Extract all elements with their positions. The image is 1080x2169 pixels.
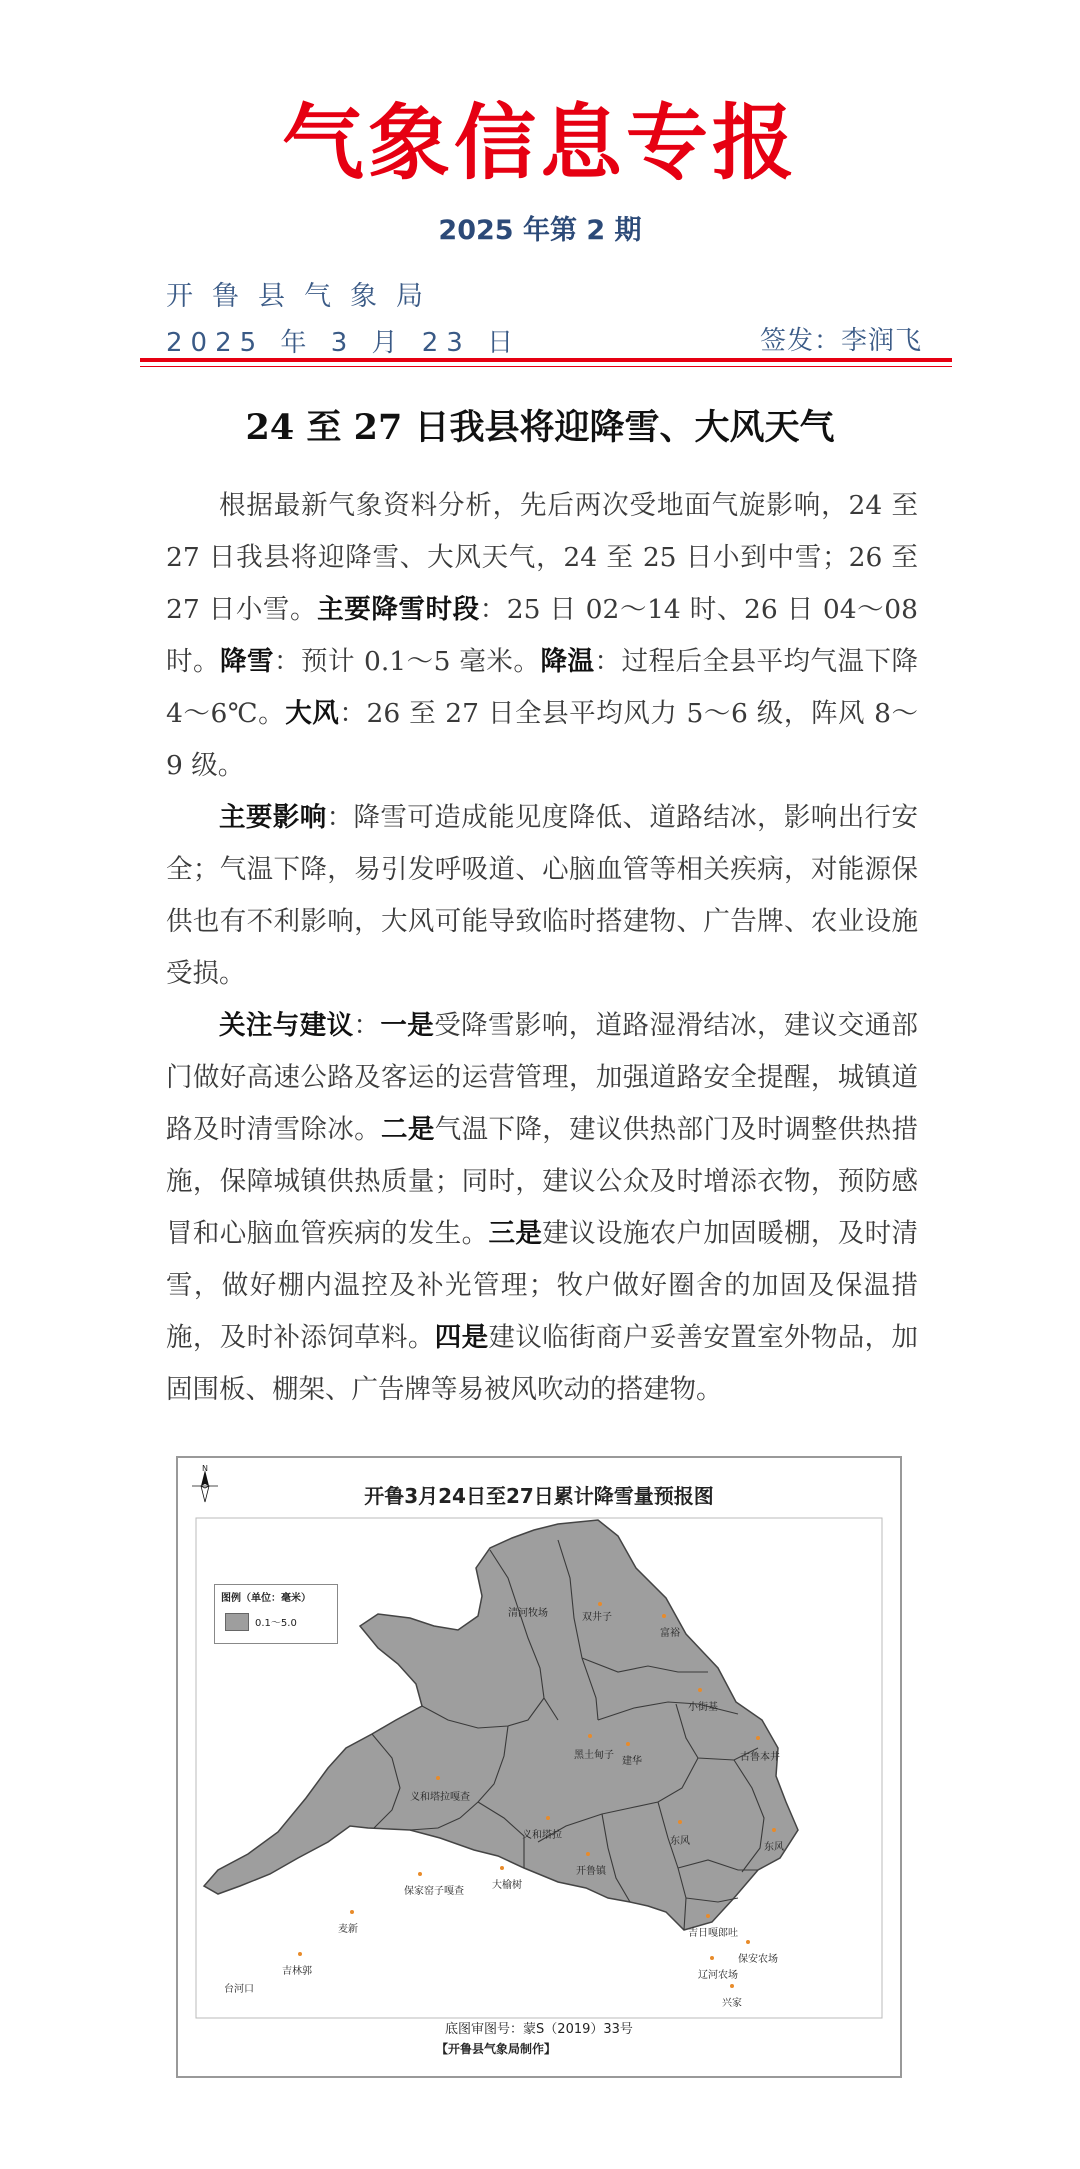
cooling-label: 降温 — [540, 646, 595, 677]
place-label: 黑土甸子 — [574, 1750, 614, 1761]
advice-four-label: 四是 — [434, 1322, 489, 1353]
place-label: 兴家 — [722, 1998, 742, 2009]
place-label: 东风 — [670, 1836, 690, 1847]
snowfall-forecast-map — [176, 1456, 902, 2078]
paragraph-forecast — [166, 480, 918, 792]
place-label: 台河口 — [224, 1984, 254, 1995]
snowfall-text: ：预计 0.1～5 毫米。 — [274, 646, 541, 677]
place-label: 保安农场 — [738, 1954, 778, 1965]
place-marker — [350, 1910, 354, 1914]
advice-two-text: 气温下降，建议供热部门及时调整供热措施，保障城镇供热质量；同时，建议公众及时增添衣物，预防感冒和心脑血管疾病的发生。 — [166, 1114, 919, 1249]
headline: 24 至 27 日我县将迎降雪、大风天气 — [245, 407, 835, 448]
place-label: 建华 — [622, 1756, 642, 1767]
place-marker — [586, 1852, 590, 1856]
impact-text: ：降雪可造成能见度降低、道路结冰，影响出行安全；气温下降，易引发呼吸道、心脑血管等相关疾病，对能源保供也有不利影响，大风可能导致临时搭建物、广告牌、农业设施受损。 — [166, 802, 919, 989]
legend-title: 图例（单位：毫米） — [221, 1593, 311, 1604]
advice-three-label: 三是 — [488, 1218, 543, 1249]
advice-one-text: 受降雪影响，道路湿滑结冰，建议交通部门做好高速公路及客运的运营管理，加强道路安全提醒，城镇道路及时清雪除冰。 — [166, 1010, 919, 1145]
advice-four-text: 建议临街商户妥善安置室外物品，加固围板、棚架、广告牌等易被风吹动的搭建物。 — [166, 1322, 919, 1405]
place-label: 大榆树 — [492, 1880, 522, 1891]
legend-swatch — [225, 1613, 249, 1631]
place-marker — [710, 1956, 714, 1960]
paragraph-advice — [166, 1000, 918, 1416]
map-legend — [214, 1584, 338, 1644]
place-marker — [598, 1602, 602, 1606]
paragraph-impact — [166, 792, 918, 1000]
place-label: 辽河农场 — [698, 1970, 738, 1981]
legend-range: 0.1～5.0 — [255, 1618, 297, 1629]
county-map-graphic — [178, 1458, 900, 2076]
place-label: 麦新 — [338, 1924, 358, 1935]
place-marker — [730, 1984, 734, 1988]
snowfall-label: 降雪 — [220, 646, 275, 677]
cooling-text: ：过程后全县平均气温下降 4～6℃。 — [166, 646, 919, 729]
place-label: 双井子 — [582, 1612, 612, 1623]
snow-period-text: ：25 日 02～14 时、26 日 04～08 时。 — [166, 594, 918, 677]
place-marker — [662, 1614, 666, 1618]
impact-label: 主要影响 — [219, 802, 327, 833]
red-rule-thick — [140, 358, 952, 362]
place-marker — [298, 1952, 302, 1956]
place-label: 东风 — [764, 1842, 784, 1853]
red-rule-thin — [140, 366, 952, 367]
place-marker — [626, 1742, 630, 1746]
map-maker: 【开鲁县气象局制作】 — [436, 2042, 557, 2056]
place-marker — [756, 1736, 760, 1740]
place-label: 小街基 — [688, 1702, 718, 1713]
advice-colon: ： — [353, 1010, 381, 1041]
place-marker — [746, 1940, 750, 1944]
place-label: 义和塔拉嘎查 — [410, 1792, 470, 1803]
masthead-title: 气象信息专报 — [281, 96, 798, 191]
place-label: 古鲁本井 — [740, 1752, 780, 1763]
place-label: 吉林郭 — [282, 1966, 312, 1977]
place-marker — [436, 1776, 440, 1780]
wind-label: 大风 — [285, 698, 340, 729]
place-label: 保家窑子嘎查 — [404, 1886, 464, 1897]
map-title: 开鲁3月24日至27日累计降雪量预报图 — [364, 1484, 714, 1508]
place-label: 义和塔拉 — [522, 1830, 562, 1841]
place-marker — [698, 1688, 702, 1692]
issue-number: 2025 年第 2 期 — [438, 215, 642, 246]
north-label: N — [202, 1464, 208, 1473]
advice-three-text: 建议设施农户加固暖棚，及时清雪，做好棚内温控及补光管理；牧户做好圈舍的加固及保温措施，及时补添饲草料。 — [166, 1218, 919, 1353]
place-marker — [500, 1866, 504, 1870]
place-marker — [706, 1914, 710, 1918]
signer: 签发：李润飞 — [759, 326, 922, 356]
snow-period-label: 主要降雪时段 — [317, 594, 480, 625]
forecast-intro: 根据最新气象资料分析，先后两次受地面气旋影响，24 至 27 日我县将迎降雪、大风天气，24 至 25 日小到中雪；26 至 27 日小雪。 — [166, 490, 918, 625]
article-body — [166, 480, 918, 1416]
place-marker — [588, 1734, 592, 1738]
advice-two-label: 二是 — [380, 1114, 435, 1145]
place-label: 清河牧场 — [508, 1608, 548, 1619]
wind-text: ：26 至 27 日全县平均风力 5～6 级，阵风 8～9 级。 — [166, 698, 919, 781]
place-label: 富裕 — [660, 1628, 680, 1639]
place-marker — [678, 1820, 682, 1824]
place-marker — [418, 1872, 422, 1876]
issue-date: 2025 年 3 月 23 日 — [166, 328, 522, 358]
place-marker — [772, 1828, 776, 1832]
advice-label: 关注与建议 — [219, 1010, 354, 1041]
place-marker — [546, 1816, 550, 1820]
map-approval-number: 底图审图号：蒙S（2019）33号 — [445, 2022, 633, 2037]
place-label: 吉日嘎郎吐 — [688, 1928, 738, 1939]
issuing-bureau: 开鲁县气象局 — [166, 281, 442, 312]
advice-one-label: 一是 — [380, 1010, 435, 1041]
place-label: 开鲁镇 — [576, 1866, 606, 1877]
